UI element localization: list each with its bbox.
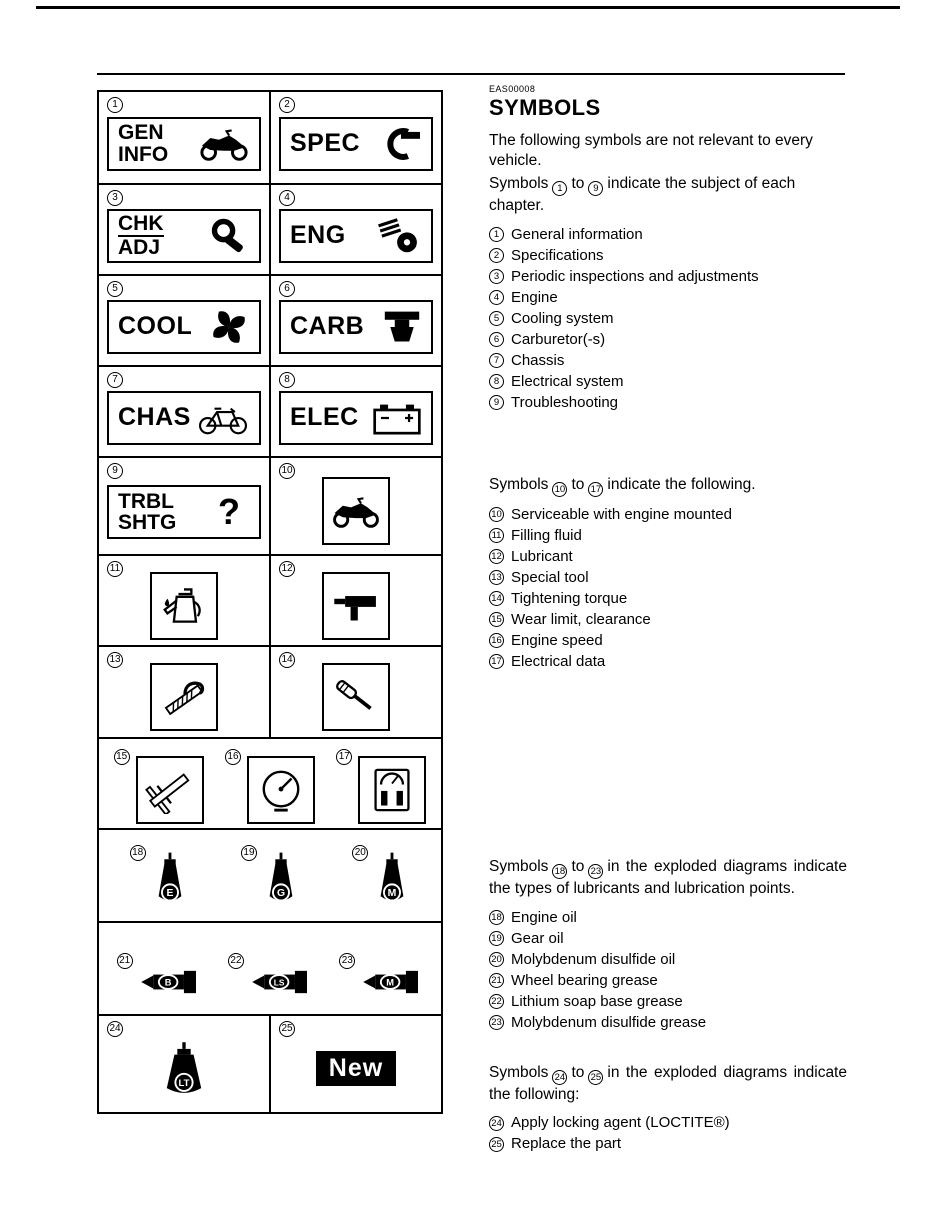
label-line: INFO [118,142,169,166]
item-number: 1 [489,227,504,242]
symbol-cell-lubricant [269,556,441,645]
list-item [489,971,847,991]
label: CHAS [118,403,191,431]
table-row [99,185,441,276]
item-text: Electrical data [511,652,606,670]
question-mark: ? [218,491,240,532]
icon-box [322,663,390,731]
symbol-group-gear-oil [241,837,299,915]
wrench-icon [208,217,250,255]
item-number: 14 [489,591,504,606]
service-symbol-list [489,505,847,672]
heading-text: Symbols [489,857,549,875]
bottle-letter: M [387,887,397,899]
item-number: 20 [489,952,504,967]
item-text: Periodic inspections and adjustments [511,267,759,285]
symbol-number: 5 [107,281,123,297]
table-row [99,367,441,458]
document-code: EAS00008 [489,84,536,94]
symbol-cell-gen-info [99,92,269,183]
symbol-number: 22 [228,953,244,969]
symbol-cell-filling-fluid [99,556,269,645]
list-item [489,568,847,588]
item-text: Cooling system [511,309,614,327]
locking-agent-icon [162,1040,206,1098]
symbol-number: 11 [107,561,123,577]
table-row [99,1016,441,1112]
symbol-cell-elec [269,367,441,456]
symbol-group-wear-limit [114,744,204,824]
list-item [489,505,847,525]
cool-box [107,300,261,354]
list-item [489,1134,847,1154]
symbol-group-engine-oil [130,837,188,915]
list-item [489,992,847,1012]
symbol-number: 21 [117,953,133,969]
circled-number: 17 [588,482,603,497]
item-number: 6 [489,332,504,347]
special-tool-icon [157,672,211,722]
eng-box [279,209,433,263]
item-number: 11 [489,528,504,543]
list-item [489,929,847,949]
heading-text: Symbols [489,475,549,493]
heading-text: to [571,1063,585,1081]
item-text: Tightening torque [511,589,628,607]
bicycle-icon [196,401,250,435]
item-number: 7 [489,353,504,368]
heading-text: to [571,174,585,192]
item-text: Wear limit, clearance [511,610,651,628]
table-row [99,276,441,367]
carb-box [279,300,433,354]
item-text: Carburetor(-s) [511,330,606,348]
circled-number: 1 [552,181,567,196]
label-line: SHTG [118,511,177,534]
label: COOL [118,312,193,340]
motorcycle-icon [331,495,381,528]
item-number: 22 [489,994,504,1009]
new-part-badge: New [316,1051,396,1086]
symbol-cell-cool [99,276,269,365]
grease-gun-icon [332,587,380,625]
icon-box [358,756,426,824]
symbol-number: 19 [241,845,257,861]
icon-box [322,477,390,545]
icon-box [150,572,218,640]
symbols-table [97,90,443,1114]
bottle-letter: G [276,887,286,899]
item-number: 23 [489,1015,504,1030]
label: SPEC [290,129,361,157]
table-row [99,458,441,556]
item-text: Electrical system [511,372,624,390]
heading-text: in the exploded diagrams indicate the following: [489,1063,847,1103]
item-number: 10 [489,507,504,522]
list-item [489,267,847,287]
multimeter-icon [371,767,413,813]
symbol-cell-chk-adj [99,185,269,274]
list-item [489,246,847,266]
symbol-number: 4 [279,190,295,206]
symbol-number: 7 [107,372,123,388]
symbol-number: 13 [107,652,123,668]
jug-letter: LT [178,1078,190,1090]
heading-text: indicate the following. [607,475,756,493]
item-number: 8 [489,374,504,389]
tube-letter: LS [273,977,285,988]
list-item [489,547,847,567]
list-item [489,526,847,546]
circled-number: 10 [552,482,567,497]
heading-text: to [571,475,585,493]
symbol-cell-engine-mounted [269,458,441,554]
chapter-symbol-list [489,225,847,413]
text-column [489,84,847,1155]
oil-bottle-icon [152,849,188,915]
table-row [99,647,441,739]
item-text: Serviceable with engine mounted [511,505,732,523]
symbol-cell-locking-agent [99,1016,269,1112]
symbol-group-moly-grease [339,943,423,995]
oil-can-icon [160,583,208,629]
symbol-group-moly-oil [352,837,410,915]
table-row [99,556,441,647]
circled-number: 9 [588,181,603,196]
circled-number: 24 [552,1070,567,1085]
heading-text: Symbols [489,174,549,192]
item-number: 16 [489,633,504,648]
page-title: SYMBOLS [489,95,601,120]
list-item [489,652,847,672]
symbol-number: 17 [336,749,352,765]
engine-icon [374,218,422,254]
symbol-cell-trbl-shtg [99,458,269,554]
item-number: 18 [489,910,504,925]
symbol-cell-spec [269,92,441,183]
table-row-grease-tubes [99,923,441,1016]
tachometer-icon [258,767,304,813]
symbol-number: 14 [279,652,295,668]
symbol-group-electrical-data [336,744,426,824]
caliper-icon [144,766,196,814]
list-item [489,908,847,928]
symbol-number: 6 [279,281,295,297]
symbol-group-lithium-grease [228,943,312,995]
label: ENG [290,221,346,249]
grease-tube-icon [139,969,201,995]
item-text: Molybdenum disulfide grease [511,1013,707,1031]
item-number: 19 [489,931,504,946]
item-text: Lubricant [511,547,573,565]
circled-number: 18 [552,864,567,879]
oil-bottle-icon [263,849,299,915]
battery-icon [372,400,422,436]
label-line: GEN [118,121,164,145]
icon-box [247,756,315,824]
item-number: 4 [489,290,504,305]
item-text: Chassis [511,351,565,369]
list-item [489,351,847,371]
item-text: Molybdenum disulfide oil [511,950,676,968]
item-number: 9 [489,395,504,410]
spec-box [279,117,433,171]
label: ELEC [290,403,359,431]
item-text: Lithium soap base grease [511,992,683,1010]
label-line: CHK [118,212,164,236]
section-1-heading [489,174,847,217]
item-text: Filling fluid [511,526,582,544]
heading-text: in the exploded diagrams indicate the types of lubricants and lubrication points. [489,857,847,898]
heading-text: to [571,857,585,875]
item-text: Replace the part [511,1135,622,1153]
elec-box [279,391,433,445]
heading-text: indicate the subject of each chapter. [489,174,796,215]
section-3-heading [489,857,847,900]
carburetor-icon [382,308,422,346]
gen-info-box [107,117,261,171]
tube-letter: B [164,977,172,988]
chk-adj-box [107,209,261,263]
item-number: 13 [489,570,504,585]
section-2-heading [489,475,847,497]
item-number: 21 [489,973,504,988]
trbl-shtg-box [107,485,261,539]
chas-box [107,391,261,445]
symbol-number: 1 [107,97,123,113]
item-number: 2 [489,248,504,263]
item-text: Engine [511,288,558,306]
item-number: 5 [489,311,504,326]
list-item [489,589,847,609]
symbol-number: 16 [225,749,241,765]
item-text: Engine speed [511,631,603,649]
symbol-number: 2 [279,97,295,113]
screwdriver-icon [330,673,382,721]
symbol-number: 24 [107,1021,123,1037]
list-item [489,372,847,392]
label-line: ADJ [118,235,161,259]
symbol-cell-eng [269,185,441,274]
page-top-rule [36,6,900,9]
grease-tube-icon [250,969,312,995]
item-text: Special tool [511,568,589,586]
item-text: Troubleshooting [511,393,619,411]
tube-letter: M [386,977,395,988]
item-text: Wheel bearing grease [511,971,658,989]
item-text: General information [511,225,643,243]
item-number: 24 [489,1116,504,1131]
exploded-diagram-symbol-list [489,1113,847,1154]
symbol-cell-tightening-torque [269,647,441,737]
item-number: 15 [489,612,504,627]
bottle-letter: E [166,887,174,899]
symbol-number: 23 [339,953,355,969]
symbol-number: 15 [114,749,130,765]
symbol-number: 10 [279,463,295,479]
motorcycle-icon [198,127,250,161]
icon-box [136,756,204,824]
symbol-cell-carb [269,276,441,365]
fan-icon [208,307,250,347]
heading-text: Symbols [489,1063,549,1081]
list-item [489,393,847,413]
item-text: Apply locking agent (LOCTITE®) [511,1114,730,1132]
icon-box [150,663,218,731]
item-number: 25 [489,1137,504,1152]
symbol-number: 8 [279,372,295,388]
symbol-number: 3 [107,190,123,206]
item-number: 3 [489,269,504,284]
list-item [489,610,847,630]
symbol-number: 18 [130,845,146,861]
table-row-oil-bottles [99,830,441,923]
circled-number: 25 [588,1070,603,1085]
item-number: 12 [489,549,504,564]
intro-text: The following symbols are not relevant to every vehicle. [489,132,813,170]
list-item [489,950,847,970]
symbol-number: 25 [279,1021,295,1037]
symbol-number: 20 [352,845,368,861]
lubricant-symbol-list [489,908,847,1033]
table-row-measuring-tools [99,739,441,830]
content-top-rule [97,73,845,75]
symbol-number: 12 [279,561,295,577]
symbol-cell-chas [99,367,269,456]
item-text: Engine oil [511,908,577,926]
symbol-group-engine-speed [225,744,315,824]
label-line: TRBL [118,489,174,513]
list-item [489,631,847,651]
list-item [489,225,847,245]
table-row [99,92,441,185]
list-item [489,309,847,329]
list-item [489,330,847,350]
list-item [489,288,847,308]
icon-box [322,572,390,640]
list-item [489,1013,847,1033]
label: CARB [290,312,365,340]
symbol-cell-special-tool [99,647,269,737]
item-text: Gear oil [511,929,564,947]
oil-bottle-icon [374,849,410,915]
symbol-group-wheel-bearing-grease [117,943,201,995]
grease-tube-icon [361,969,423,995]
list-item [489,1113,847,1133]
symbol-number: 9 [107,463,123,479]
micrometer-icon [380,125,422,163]
item-number: 17 [489,654,504,669]
symbol-cell-replace-part [269,1016,441,1112]
section-4-heading [489,1063,847,1106]
item-text: Specifications [511,246,604,264]
circled-number: 23 [588,864,603,879]
